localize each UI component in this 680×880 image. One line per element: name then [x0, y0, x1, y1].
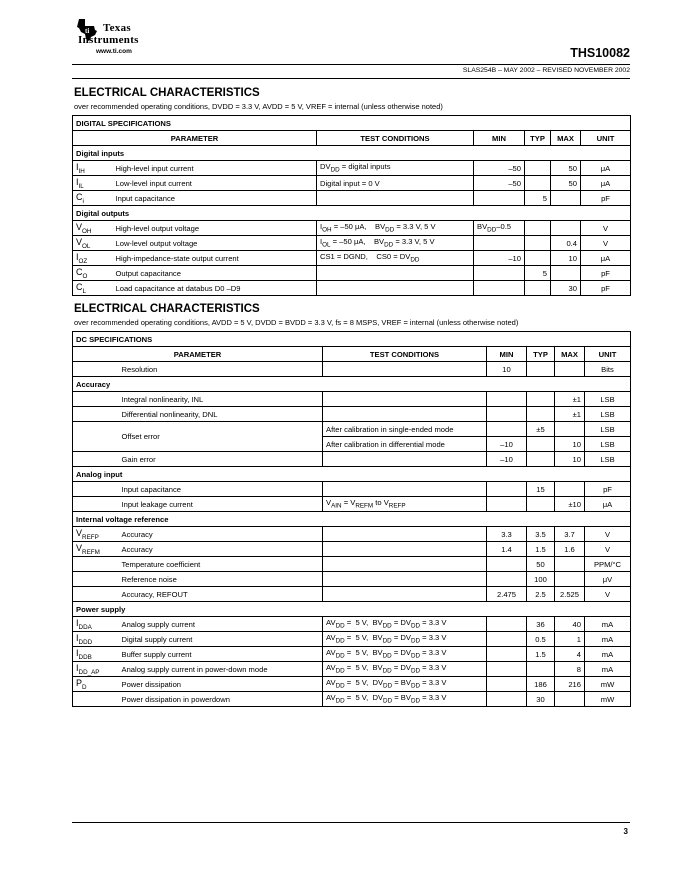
- test-condition: [323, 407, 487, 422]
- max-value: 10: [551, 251, 581, 266]
- min-value: [487, 677, 527, 692]
- dc-specs-table: [72, 331, 631, 707]
- header-rule: [72, 64, 630, 65]
- min-value: 10: [487, 362, 527, 377]
- unit: mA: [585, 617, 631, 632]
- symbol: $I_{DDA}$: [73, 617, 119, 632]
- min-value: [487, 692, 527, 707]
- symbol: $C_O$: [73, 266, 113, 281]
- min-value: –50: [474, 176, 525, 191]
- symbol: $V_{REFP}$: [73, 527, 119, 542]
- unit: V: [581, 221, 631, 236]
- parameter: Temperature coefficient: [119, 557, 323, 572]
- table-row: [73, 452, 631, 467]
- min-value: $BV_{DD}-0.5$: [474, 221, 525, 236]
- symbol: $I_{DDB}$: [73, 647, 119, 662]
- symbol: [73, 587, 119, 602]
- table-row: [73, 251, 631, 266]
- max-value: [555, 557, 585, 572]
- test-condition: After calibration in differential mode: [323, 437, 487, 452]
- header-typ: TYP: [527, 347, 555, 362]
- document-info: SLAS254B – MAY 2002 – REVISED NOVEMBER 2002: [462, 67, 630, 74]
- table-row: [73, 557, 631, 572]
- typ-value: [525, 251, 551, 266]
- typ-value: 3.5: [527, 527, 555, 542]
- header-unit: UNIT: [581, 131, 631, 146]
- parameter: Accuracy: [119, 542, 323, 557]
- table-row: [73, 422, 631, 437]
- table-row: [73, 542, 631, 557]
- test-condition: $AV_{DD} = 5$ V, $DV_{DD} = BV_{DD} = 3.3$ V: [323, 692, 487, 707]
- unit: Bits: [585, 362, 631, 377]
- min-value: [487, 632, 527, 647]
- parameter: Integral nonlinearity, INL: [119, 392, 323, 407]
- min-value: –10: [487, 452, 527, 467]
- min-value: [487, 497, 527, 512]
- group-header: Digital inputs: [73, 146, 631, 161]
- parameter: High-level output voltage: [113, 221, 317, 236]
- test-condition: [317, 281, 474, 296]
- typ-value: 15: [527, 482, 555, 497]
- symbol: [73, 407, 119, 422]
- parameter: Analog supply current in power-down mode: [119, 662, 323, 677]
- table-row: [73, 647, 631, 662]
- typ-value: [525, 221, 551, 236]
- min-value: [487, 422, 527, 437]
- table-row: [73, 407, 631, 422]
- max-value: [551, 191, 581, 206]
- unit: pF: [585, 482, 631, 497]
- test-condition: [323, 482, 487, 497]
- page-number: 3: [623, 827, 628, 836]
- parameter: Accuracy, REFOUT: [119, 587, 323, 602]
- table-row: [73, 587, 631, 602]
- parameter: Digital supply current: [119, 632, 323, 647]
- parameter: Gain error: [119, 452, 323, 467]
- unit: pF: [581, 281, 631, 296]
- parameter: Resolution: [119, 362, 323, 377]
- min-value: 1.4: [487, 542, 527, 557]
- part-number: THS10082: [570, 46, 630, 60]
- unit: V: [585, 587, 631, 602]
- test-condition: $DV_{DD}$ = digital inputs: [317, 161, 474, 176]
- min-value: [487, 647, 527, 662]
- symbol: [73, 572, 119, 587]
- test-condition: [323, 362, 487, 377]
- max-value: 1.6: [555, 542, 585, 557]
- max-value: 0.4: [551, 236, 581, 251]
- typ-value: 5: [525, 191, 551, 206]
- typ-value: [525, 281, 551, 296]
- typ-value: [525, 236, 551, 251]
- symbol: $I_{DD\_AP}$: [73, 662, 119, 677]
- header-parameter: PARAMETER: [73, 131, 317, 146]
- typ-value: 186: [527, 677, 555, 692]
- max-value: ±1: [555, 392, 585, 407]
- max-value: 30: [551, 281, 581, 296]
- typ-value: 0.5: [527, 632, 555, 647]
- typ-value: [527, 392, 555, 407]
- max-value: [551, 266, 581, 281]
- unit: mW: [585, 677, 631, 692]
- symbol: [73, 392, 119, 407]
- max-value: [555, 362, 585, 377]
- test-condition: [323, 557, 487, 572]
- table-row: [73, 677, 631, 692]
- unit: mA: [585, 662, 631, 677]
- typ-value: [525, 176, 551, 191]
- symbol: $V_{OH}$: [73, 221, 113, 236]
- unit: LSB: [585, 407, 631, 422]
- symbol: [73, 482, 119, 497]
- parameter: High-level input current: [113, 161, 317, 176]
- typ-value: [527, 407, 555, 422]
- unit: mA: [585, 647, 631, 662]
- table-row: [73, 662, 631, 677]
- max-value: [555, 482, 585, 497]
- table-row: [73, 221, 631, 236]
- symbol: $I_{IH}$: [73, 161, 113, 176]
- brand-line-2: Instruments: [78, 34, 139, 46]
- max-value: 4: [555, 647, 585, 662]
- header-max: MAX: [555, 347, 585, 362]
- svg-text:ti: ti: [85, 27, 90, 35]
- max-value: ±10: [555, 497, 585, 512]
- table-row: [73, 572, 631, 587]
- table-row: [73, 692, 631, 707]
- table-row: [73, 632, 631, 647]
- parameter: Buffer supply current: [119, 647, 323, 662]
- table-row: [73, 362, 631, 377]
- header-typ: TYP: [525, 131, 551, 146]
- parameter: Offset error: [119, 422, 323, 452]
- symbol: [73, 452, 119, 467]
- parameter: Power dissipation: [119, 677, 323, 692]
- unit: LSB: [585, 422, 631, 437]
- test-condition: $AV_{DD} = 5$ V, $DV_{DD} = BV_{DD} = 3.3$ V: [323, 677, 487, 692]
- min-value: [487, 407, 527, 422]
- header-rule-2: [72, 78, 630, 79]
- footer-rule: [72, 822, 630, 823]
- parameter: Differential nonlinearity, DNL: [119, 407, 323, 422]
- parameter: Low-level input current: [113, 176, 317, 191]
- section-1-title: ELECTRICAL CHARACTERISTICS: [74, 87, 260, 99]
- max-value: 2.525: [555, 587, 585, 602]
- test-condition: [323, 392, 487, 407]
- typ-value: [527, 437, 555, 452]
- group-header: Digital outputs: [73, 206, 631, 221]
- table-row: [73, 236, 631, 251]
- header-test-conditions: TEST CONDITIONS: [317, 131, 474, 146]
- max-value: 216: [555, 677, 585, 692]
- max-value: 50: [551, 176, 581, 191]
- symbol: $I_{IL}$: [73, 176, 113, 191]
- unit: pF: [581, 266, 631, 281]
- header-min: MIN: [487, 347, 527, 362]
- unit: μV: [585, 572, 631, 587]
- test-condition: $AV_{DD} = 5$ V, $BV_{DD} = DV_{DD} = 3.3$ V: [323, 647, 487, 662]
- test-condition: [323, 452, 487, 467]
- unit: mA: [585, 632, 631, 647]
- min-value: –50: [474, 161, 525, 176]
- symbol: $C_i$: [73, 191, 113, 206]
- unit: LSB: [585, 452, 631, 467]
- parameter: High-impedance-state output current: [113, 251, 317, 266]
- test-condition: [317, 191, 474, 206]
- brand-line-1: Texas: [103, 22, 131, 34]
- min-value: –10: [487, 437, 527, 452]
- table-row: [73, 497, 631, 512]
- typ-value: 36: [527, 617, 555, 632]
- max-value: 10: [555, 452, 585, 467]
- min-value: [487, 482, 527, 497]
- unit: PPM/°C: [585, 557, 631, 572]
- typ-value: [527, 662, 555, 677]
- max-value: [555, 572, 585, 587]
- table-row: [73, 281, 631, 296]
- max-value: 3.7: [555, 527, 585, 542]
- unit: μA: [581, 251, 631, 266]
- table-row: [73, 266, 631, 281]
- min-value: [487, 572, 527, 587]
- max-value: 50: [551, 161, 581, 176]
- test-condition: $V_{AIN} = V_{REFM}$ to $V_{REFP}$: [323, 497, 487, 512]
- min-value: 2.475: [487, 587, 527, 602]
- parameter: Analog supply current: [119, 617, 323, 632]
- unit: V: [585, 542, 631, 557]
- max-value: [555, 692, 585, 707]
- unit: LSB: [585, 392, 631, 407]
- symbol: $V_{REFM}$: [73, 542, 119, 557]
- table-row: [73, 617, 631, 632]
- symbol: [73, 692, 119, 707]
- section-1-subtitle: over recommended operating conditions, DVDD = 3.3 V, AVDD = 5 V, VREF = internal (unless otherwise noted): [74, 102, 443, 111]
- unit: LSB: [585, 437, 631, 452]
- table-title: DC SPECIFICATIONS: [73, 332, 631, 347]
- typ-value: 30: [527, 692, 555, 707]
- parameter: Reference noise: [119, 572, 323, 587]
- typ-value: 2.5: [527, 587, 555, 602]
- parameter: Input leakage current: [119, 497, 323, 512]
- test-condition: $I_{OH} = -50$ μA, $BV_{DD} = 3.3$ V, 5 V: [317, 221, 474, 236]
- min-value: [487, 392, 527, 407]
- symbol: $C_L$: [73, 281, 113, 296]
- parameter: Low-level output voltage: [113, 236, 317, 251]
- test-condition: [323, 542, 487, 557]
- max-value: 8: [555, 662, 585, 677]
- typ-value: [527, 362, 555, 377]
- typ-value: 1.5: [527, 542, 555, 557]
- parameter: Output capacitance: [113, 266, 317, 281]
- parameter: Power dissipation in powerdown: [119, 692, 323, 707]
- typ-value: ±5: [527, 422, 555, 437]
- typ-value: 100: [527, 572, 555, 587]
- symbol: [73, 557, 119, 572]
- test-condition: Digital input = 0 V: [317, 176, 474, 191]
- symbol: [73, 497, 119, 512]
- table-row: [73, 161, 631, 176]
- ti-logo: [76, 18, 166, 62]
- min-value: [487, 662, 527, 677]
- max-value: ±1: [555, 407, 585, 422]
- min-value: [474, 191, 525, 206]
- typ-value: 5: [525, 266, 551, 281]
- min-value: [474, 266, 525, 281]
- symbol: $P_D$: [73, 677, 119, 692]
- test-condition: [323, 527, 487, 542]
- table-row: [73, 527, 631, 542]
- test-condition: [323, 587, 487, 602]
- symbol: [73, 422, 119, 452]
- test-condition: $AV_{DD} = 5$ V, $BV_{DD} = DV_{DD} = 3.3$ V: [323, 632, 487, 647]
- symbol: $I_{DDD}$: [73, 632, 119, 647]
- parameter: Accuracy: [119, 527, 323, 542]
- table-row: [73, 482, 631, 497]
- unit: μA: [581, 161, 631, 176]
- parameter: Input capacitance: [113, 191, 317, 206]
- header-parameter: PARAMETER: [73, 347, 323, 362]
- unit: mW: [585, 692, 631, 707]
- min-value: –10: [474, 251, 525, 266]
- group-header: Analog input: [73, 467, 631, 482]
- symbol: $V_{OL}$: [73, 236, 113, 251]
- min-value: [474, 281, 525, 296]
- test-condition: After calibration in single-ended mode: [323, 422, 487, 437]
- table-row: [73, 191, 631, 206]
- group-header: Accuracy: [73, 377, 631, 392]
- max-value: 10: [555, 437, 585, 452]
- table-row: [73, 392, 631, 407]
- min-value: [487, 557, 527, 572]
- company-url: www.ti.com: [96, 48, 132, 55]
- header-max: MAX: [551, 131, 581, 146]
- symbol: [73, 362, 119, 377]
- table-title: DIGITAL SPECIFICATIONS: [73, 116, 631, 131]
- max-value: 1: [555, 632, 585, 647]
- group-header: Internal voltage reference: [73, 512, 631, 527]
- test-condition: CS1 = DGND, $CS0 = DV_{DD}$: [317, 251, 474, 266]
- table-row: [73, 176, 631, 191]
- parameter: Input capacitance: [119, 482, 323, 497]
- unit: V: [585, 527, 631, 542]
- test-condition: [323, 572, 487, 587]
- header-unit: UNIT: [585, 347, 631, 362]
- typ-value: [525, 161, 551, 176]
- min-value: 3.3: [487, 527, 527, 542]
- max-value: [555, 422, 585, 437]
- test-condition: $AV_{DD} = 5$ V, $BV_{DD} = DV_{DD} = 3.3$ V: [323, 617, 487, 632]
- test-condition: $I_{OL} = -50$ μA, $BV_{DD} = 3.3$ V, 5 V: [317, 236, 474, 251]
- section-2-subtitle: over recommended operating conditions, AVDD = 5 V, DVDD = BVDD = 3.3 V, fs = 8 MSPS, VREF = internal (unless otherwise noted): [74, 318, 519, 327]
- typ-value: [527, 452, 555, 467]
- typ-value: [527, 497, 555, 512]
- test-condition: $AV_{DD} = 5$ V, $BV_{DD} = DV_{DD} = 3.3$ V: [323, 662, 487, 677]
- group-header: Power supply: [73, 602, 631, 617]
- parameter: Load capacitance at databus D0 –D9: [113, 281, 317, 296]
- max-value: [551, 221, 581, 236]
- unit: μA: [585, 497, 631, 512]
- min-value: [487, 617, 527, 632]
- typ-value: 1.5: [527, 647, 555, 662]
- max-value: 40: [555, 617, 585, 632]
- header-test-conditions: TEST CONDITIONS: [323, 347, 487, 362]
- test-condition: [317, 266, 474, 281]
- section-2-title: ELECTRICAL CHARACTERISTICS: [74, 303, 260, 315]
- unit: V: [581, 236, 631, 251]
- symbol: $I_{OZ}$: [73, 251, 113, 266]
- unit: pF: [581, 191, 631, 206]
- min-value: [474, 236, 525, 251]
- typ-value: 50: [527, 557, 555, 572]
- header-min: MIN: [474, 131, 525, 146]
- digital-specs-table: [72, 115, 631, 296]
- unit: μA: [581, 176, 631, 191]
